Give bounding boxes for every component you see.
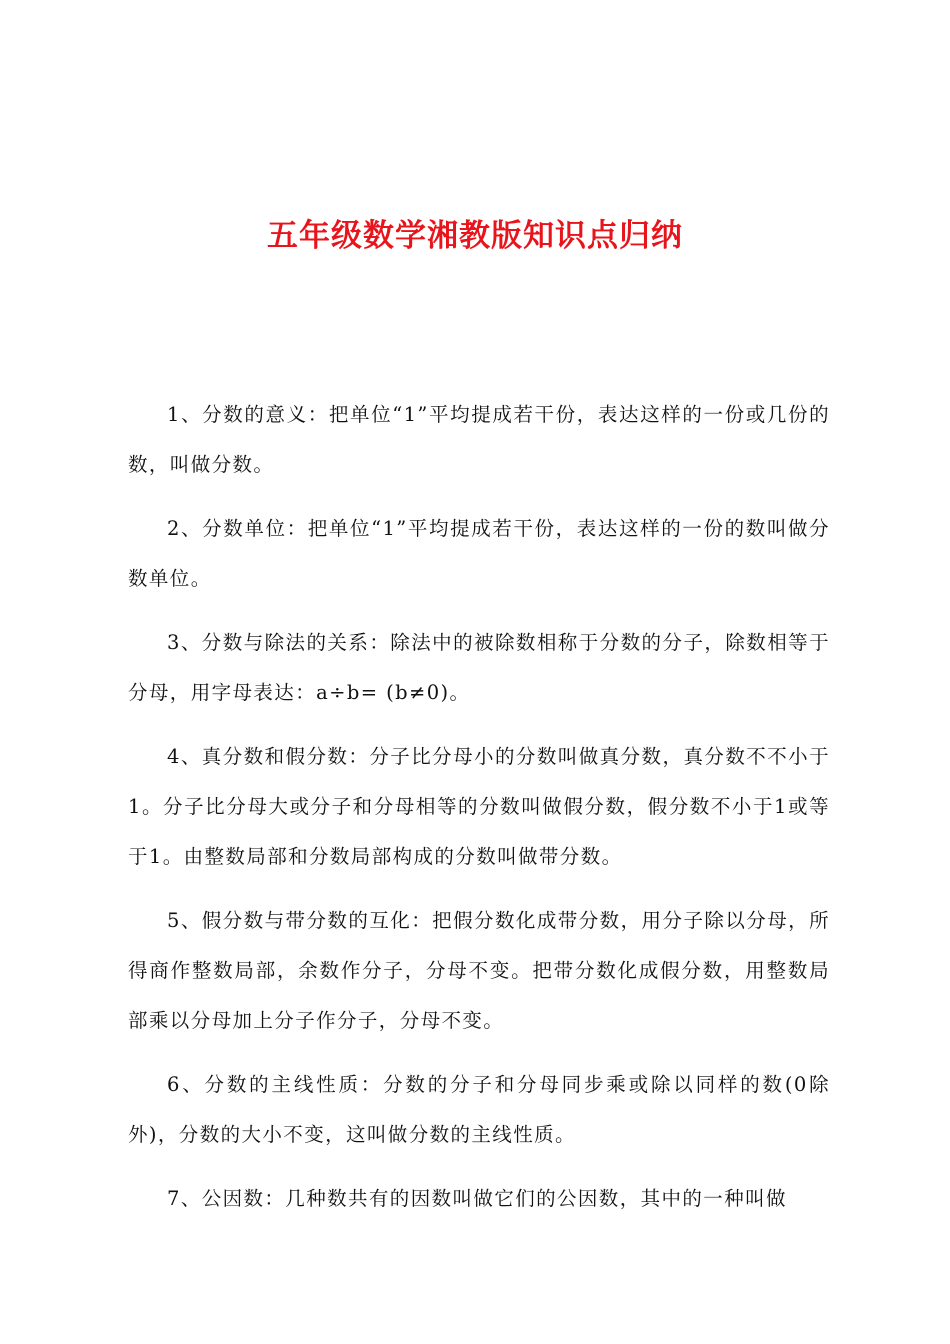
paragraph-2: 2、分数单位：把单位“1”平均提成若干份，表达这样的一份的数叫做分数单位。 — [128, 517, 830, 590]
paragraph-4: 4、真分数和假分数：分子比分母小的分数叫做真分数，真分数不不小于1。分子比分母大或分子和分母相等的分数叫做假分数，假分数不小于1或等于1。由整数局部和分数局部构成的分数叫做带分数。 — [128, 745, 830, 868]
paragraph-5: 5、假分数与带分数的互化：把假分数化成带分数，用分子除以分母，所得商作整数局部，余数作分子，分母不变。把带分数化成假分数，用整数局部乘以分母加上分子作分子，分母不变。 — [128, 909, 830, 1032]
paragraph-7: 7、公因数：几种数共有的因数叫做它们的公因数，其中的一种叫做 — [167, 1187, 787, 1210]
document-body — [128, 390, 830, 1238]
paragraph-6: 6、分数的主线性质：分数的分子和分母同步乘或除以同样的数(0除外)，分数的大小不变，这叫做分数的主线性质。 — [128, 1073, 830, 1146]
paragraph-3: 3、分数与除法的关系：除法中的被除数相称于分数的分子，除数相等于分母，用字母表达：a÷b= (b≠0)。 — [128, 631, 830, 704]
document-title: 五年级数学湘教版知识点归纳 — [267, 218, 683, 254]
paragraph-1: 1、分数的意义：把单位“1”平均提成若干份，表达这样的一份或几份的数，叫做分数。 — [128, 403, 830, 476]
